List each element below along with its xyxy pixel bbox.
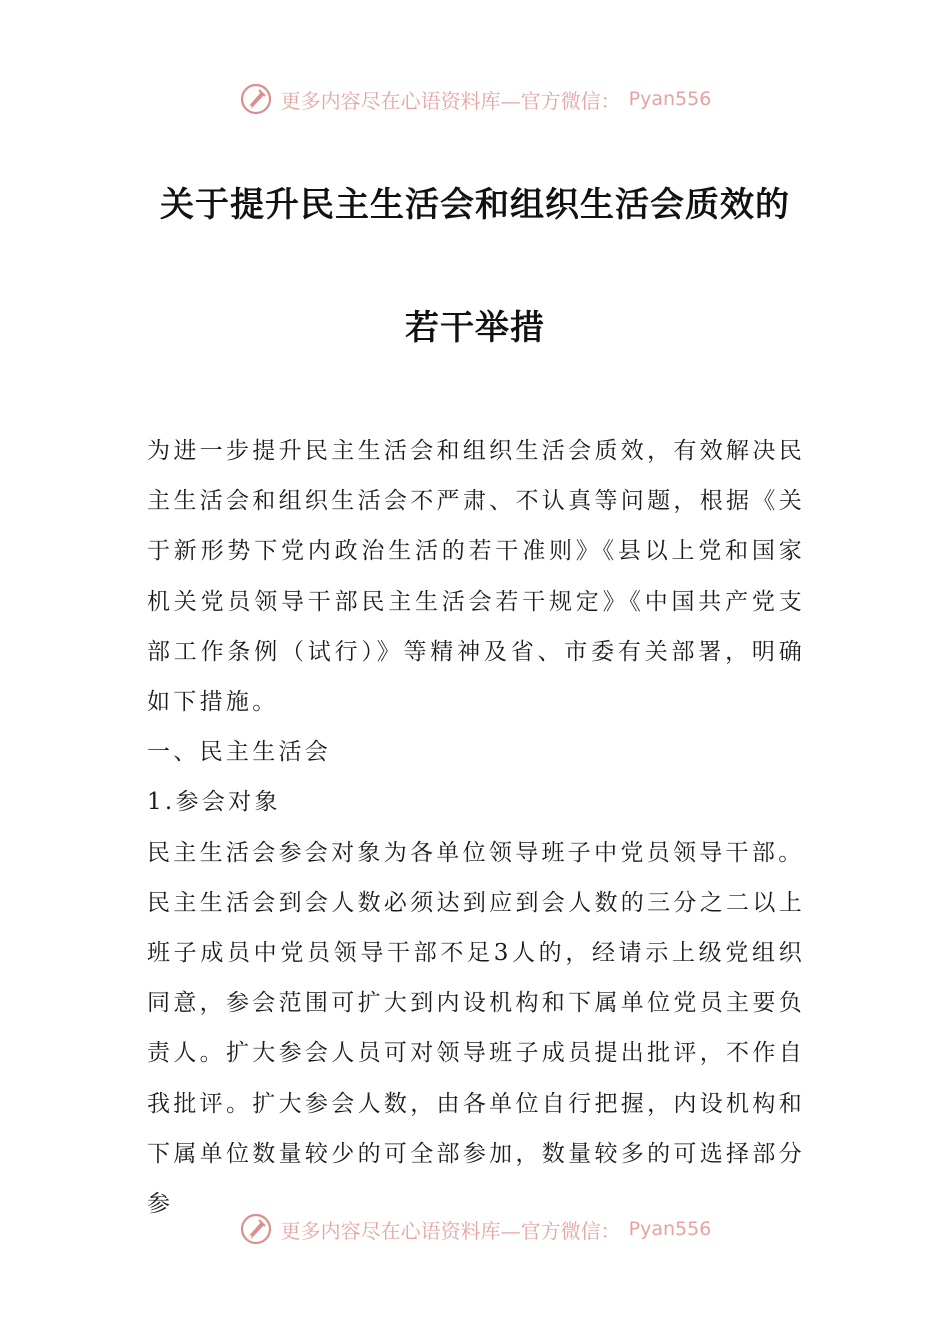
pen-nib-logo-icon bbox=[239, 82, 273, 116]
body-paragraph: 民主生活会参会对象为各单位领导班子中党员领导干部。 bbox=[147, 839, 805, 866]
document-body bbox=[147, 426, 805, 1229]
body-paragraph: 民主生活会到会人数必须达到应到会人数的三分之二以上班子成员中党员领导干部不足3人的，经请示上级党组织同意，参会范围可扩大到内设机构和下属单位党员主要负责人。扩大参会人员可对领导班子成员提出批评，不作自我批评。扩大参会人数，由各单位自行把握，内设机构和下属单位数量较少的可全部参加，数量较多的可选择部分参 bbox=[147, 889, 805, 1218]
subsection-heading: 1.参会对象 bbox=[147, 789, 281, 816]
document-title-line2: 若干举措 bbox=[405, 308, 545, 348]
header-watermark bbox=[0, 82, 950, 116]
watermark-wechat-id: Pyan556 bbox=[628, 1218, 712, 1240]
document-title-line1: 关于提升民主生活会和组织生活会质效的 bbox=[160, 185, 790, 225]
intro-paragraph: 为进一步提升民主生活会和组织生活会质效，有效解决民主生活会和组织生活会不严肃、不认真等问题，根据《关于新形势下党内政治生活的若干准则》《县以上党和国家机关党员领导干部民主生活会若干规定》《中国共产党支部工作条例（试行）》等精神及省、市委有关部署，明确如下措施。 bbox=[147, 438, 805, 716]
watermark-text: 更多内容尽在心语资料库—官方微信： bbox=[280, 1218, 621, 1243]
pen-nib-logo-icon bbox=[239, 1212, 273, 1246]
section-heading: 一、民主生活会 bbox=[147, 739, 332, 766]
watermark-wechat-id: Pyan556 bbox=[628, 88, 712, 110]
watermark-text: 更多内容尽在心语资料库—官方微信： bbox=[280, 88, 621, 113]
footer-watermark bbox=[0, 1212, 950, 1246]
